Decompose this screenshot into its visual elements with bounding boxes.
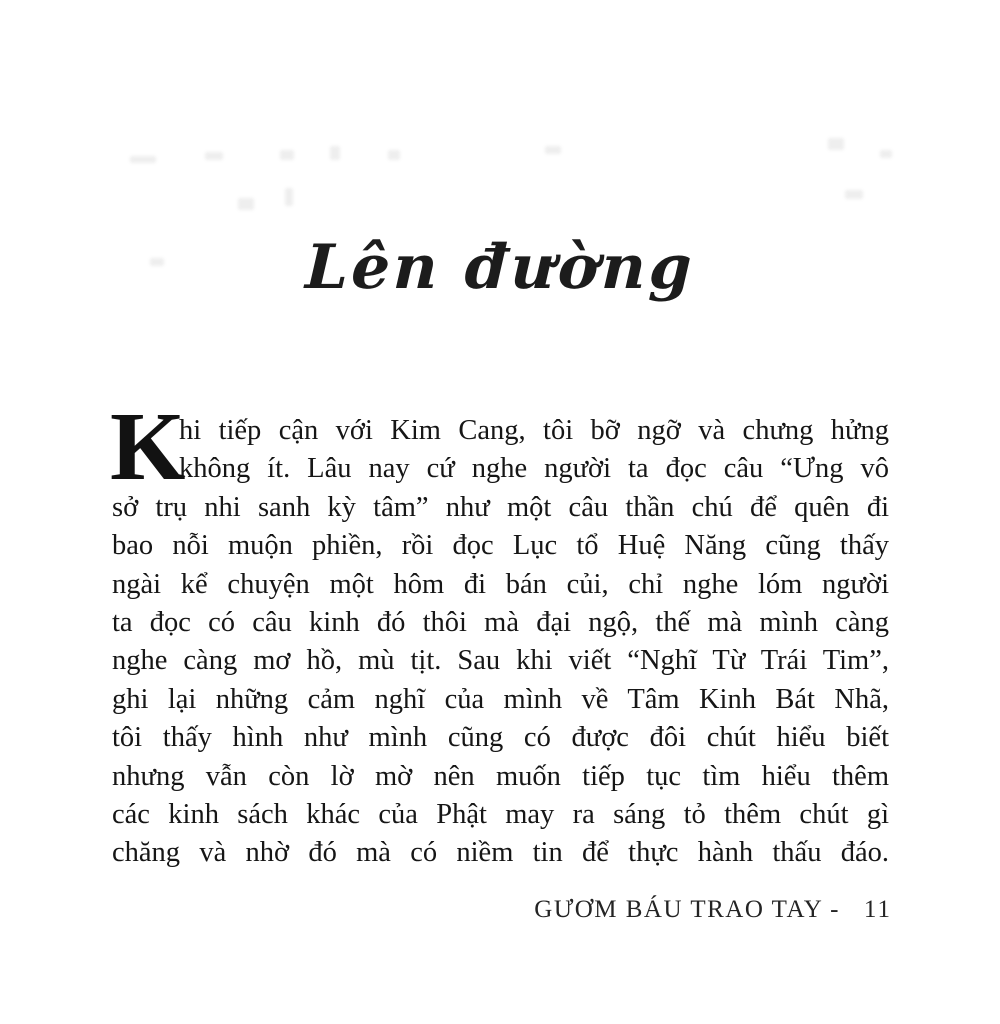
bleedthrough-mark xyxy=(388,150,400,160)
body-line: tôi thấy hình như mình cũng có được đôi chút hiểu biết xyxy=(112,722,889,754)
bleedthrough-mark xyxy=(205,152,223,160)
body-line: các kinh sách khác của Phật may ra sáng tỏ thêm chút gì xyxy=(112,799,889,831)
body-line: ghi lại những cảm nghĩ của mình về Tâm Kinh Bát Nhã, xyxy=(112,683,889,715)
body-line: sở trụ nhi sanh kỳ tâm” như một câu thần chú để quên đi xyxy=(112,491,889,523)
body-line: chăng và nhờ đó mà có niềm tin để thực hành thấu đáo. xyxy=(112,837,889,869)
body-line: không ít. Lâu nay cứ nghe người ta đọc câu “Ưng vô xyxy=(179,453,889,485)
body-line: ngài kể chuyện một hôm đi bán củi, chỉ nghe lóm người xyxy=(112,568,889,600)
body-line: ta đọc có câu kinh đó thôi mà đại ngộ, thế mà mình càng xyxy=(112,607,889,639)
body-line: nghe càng mơ hồ, mù tịt. Sau khi viết “Nghĩ Từ Trái Tim”, xyxy=(112,645,889,677)
bleedthrough-mark xyxy=(880,150,892,158)
bleedthrough-mark xyxy=(828,138,844,150)
page-footer xyxy=(534,896,892,924)
footer-book-title: GƯƠM BÁU TRAO TAY - xyxy=(534,896,840,923)
drop-cap-letter: K xyxy=(110,393,186,500)
chapter-title: Lên đường xyxy=(304,232,696,303)
bleedthrough-mark xyxy=(330,146,340,160)
bleedthrough-mark xyxy=(845,190,863,199)
bleedthrough-mark xyxy=(285,188,293,206)
footer-page-number: 11 xyxy=(863,896,892,923)
body-line: hi tiếp cận với Kim Cang, tôi bỡ ngỡ và chưng hửng xyxy=(179,415,889,446)
body-line: nhưng vẫn còn lờ mờ nên muốn tiếp tục tìm hiểu thêm xyxy=(112,760,889,792)
bleedthrough-mark xyxy=(130,156,156,163)
body-line: bao nỗi muộn phiền, rồi đọc Lục tổ Huệ Năng cũng thấy xyxy=(112,530,889,562)
bleedthrough-mark xyxy=(280,150,294,160)
body-paragraph xyxy=(110,393,889,873)
bleedthrough-mark xyxy=(238,198,254,210)
bleedthrough-mark xyxy=(545,146,561,154)
